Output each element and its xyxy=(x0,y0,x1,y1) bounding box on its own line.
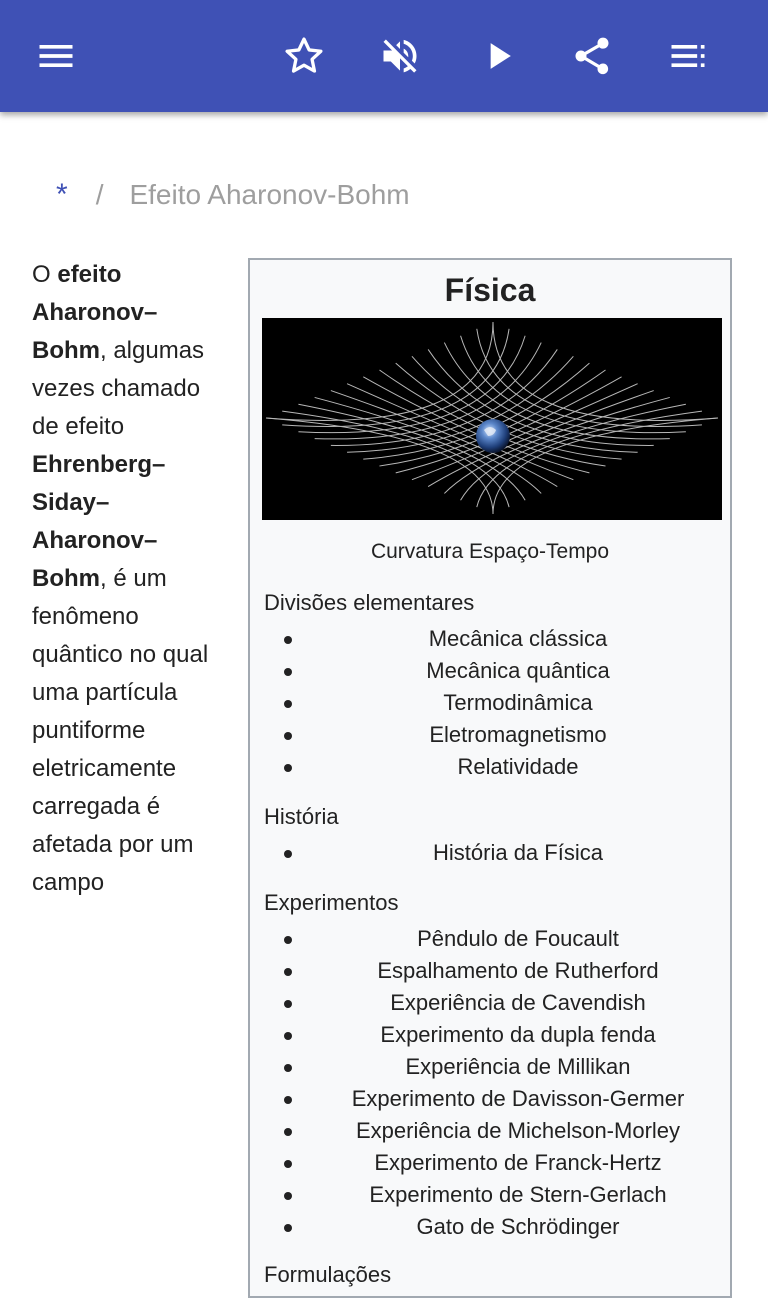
spacetime-curvature-image[interactable] xyxy=(262,318,722,520)
article-bold-term: Ehrenberg–Siday–Aharonov–Bohm xyxy=(32,451,166,592)
list-item[interactable]: Termodinâmica xyxy=(250,687,730,719)
bullet-icon xyxy=(284,936,292,944)
bullet-icon xyxy=(284,1000,292,1008)
star-outline-icon[interactable] xyxy=(276,28,332,84)
bullet-icon xyxy=(284,1128,292,1136)
article-text: , é um fenômeno quântico no qual uma partícula puntiforme eletricamente carregada é afetada por um campo xyxy=(32,565,209,896)
spacetime-grid-graphic xyxy=(262,318,722,520)
app-bar xyxy=(0,0,768,112)
breadcrumb-home-link[interactable]: * xyxy=(56,178,68,211)
article-lead-paragraph xyxy=(32,256,232,902)
infobox-section-heading: História xyxy=(264,804,339,829)
bullet-icon xyxy=(284,636,292,644)
breadcrumb-current: Efeito Aharonov-Bohm xyxy=(129,179,410,210)
bullet-icon xyxy=(284,1160,292,1168)
bullet-icon xyxy=(284,1192,292,1200)
list-item[interactable]: Experimento da dupla fenda xyxy=(250,1019,730,1051)
article-text: , algumas vezes chamado de efeito xyxy=(32,337,205,440)
list-item[interactable]: Experimento de Franck-Hertz xyxy=(250,1147,730,1179)
infobox-section-heading: Experimentos xyxy=(264,890,399,915)
article-bold-term: efeito Aharonov–Bohm xyxy=(32,261,158,364)
play-icon[interactable] xyxy=(470,28,526,84)
list-item[interactable]: Eletromagnetismo xyxy=(250,719,730,751)
breadcrumb xyxy=(56,178,410,212)
bullet-icon xyxy=(284,732,292,740)
infobox-caption: Curvatura Espaço-Tempo xyxy=(370,540,610,563)
list-item[interactable]: Experimento de Stern-Gerlach xyxy=(250,1179,730,1211)
bullet-icon xyxy=(284,764,292,772)
list-item[interactable]: Experiência de Cavendish xyxy=(250,987,730,1019)
infobox-title: Física xyxy=(444,272,536,308)
list-item[interactable]: Experiência de Millikan xyxy=(250,1051,730,1083)
infobox-section-list xyxy=(250,837,730,869)
volume-off-icon[interactable] xyxy=(372,28,428,84)
infobox xyxy=(248,258,732,1298)
infobox-section-list xyxy=(250,623,730,783)
list-item[interactable]: Mecânica clássica xyxy=(250,623,730,655)
list-icon[interactable] xyxy=(660,28,716,84)
infobox-section-heading: Divisões elementares xyxy=(264,590,475,615)
list-item[interactable]: Espalhamento de Rutherford xyxy=(250,955,730,987)
list-item[interactable]: Pêndulo de Foucault xyxy=(250,923,730,955)
breadcrumb-separator: / xyxy=(95,179,104,210)
list-item[interactable]: Relatividade xyxy=(250,751,730,783)
bullet-icon xyxy=(284,1032,292,1040)
infobox-section-heading: Formulações xyxy=(264,1262,392,1287)
share-icon[interactable] xyxy=(564,28,620,84)
list-item[interactable]: Experiência de Michelson-Morley xyxy=(250,1115,730,1147)
infobox-section-list xyxy=(250,923,730,1243)
list-item[interactable]: Mecânica quântica xyxy=(250,655,730,687)
bullet-icon xyxy=(284,700,292,708)
article-text: O xyxy=(32,261,58,288)
list-item[interactable]: Gato de Schrödinger xyxy=(250,1211,730,1243)
bullet-icon xyxy=(284,1224,292,1232)
bullet-icon xyxy=(284,968,292,976)
bullet-icon xyxy=(284,668,292,676)
bullet-icon xyxy=(284,1096,292,1104)
menu-icon[interactable] xyxy=(28,28,84,84)
list-item[interactable]: História da Física xyxy=(250,837,730,869)
bullet-icon xyxy=(284,1064,292,1072)
bullet-icon xyxy=(284,850,292,858)
list-item[interactable]: Experimento de Davisson-Germer xyxy=(250,1083,730,1115)
